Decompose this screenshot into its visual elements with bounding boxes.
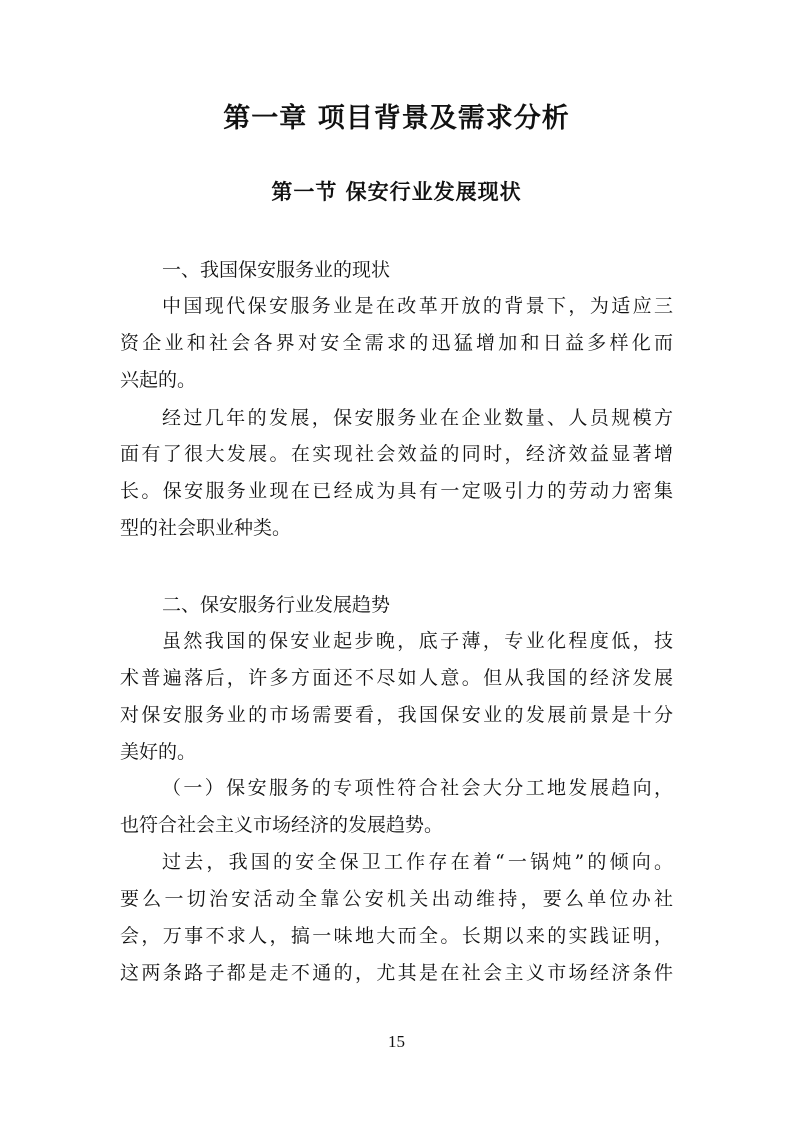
subheading-1: （一）保安服务的专项性符合社会大分工地发展趋向，: [162, 777, 673, 799]
heading-1: 一、我国保安服务业的现状: [162, 259, 391, 281]
page-number: 15: [388, 1032, 405, 1051]
paragraph-line: 中国现代保安服务业是在改革开放的背景下，为适应三: [162, 295, 673, 317]
paragraph-line: 这两条路子都是走不通的，尤其是在社会主义市场经济条件: [120, 962, 673, 984]
heading-2: 二、保安服务行业发展趋势: [162, 594, 391, 616]
paragraph-line: 面有了很大发展。在实现社会效益的同时，经济效益显著增: [120, 443, 673, 465]
paragraph-line: 术普遍落后，许多方面还不尽如人意。但从我国的经济发展: [120, 667, 673, 689]
paragraph-line: 要么一切治安活动全靠公安机关出动维持，要么单位办社: [120, 888, 673, 910]
paragraph-line: 资企业和社会各界对安全需求的迅猛增加和日益多样化而: [120, 332, 673, 354]
section-title: 第一节 保安行业发展现状: [271, 180, 522, 204]
paragraph-line: 美好的。: [120, 741, 197, 763]
chapter-title: 第一章 项目背景及需求分析: [223, 103, 570, 134]
paragraph-line: 会，万事不求人，搞一味地大而全。长期以来的实践证明，: [120, 925, 673, 947]
paragraph-line: 长。保安服务业现在已经成为具有一定吸引力的劳动力密集: [120, 480, 673, 502]
paragraph-line: 过去，我国的安全保卫工作存在着“一锅炖”的倾向。: [162, 851, 673, 873]
paragraph-line: 虽然我国的保安业起步晚，底子薄，专业化程度低，技: [162, 630, 673, 652]
paragraph-line: 对保安服务业的市场需要看，我国保安业的发展前景是十分: [120, 704, 673, 726]
paragraph-line: 也符合社会主义市场经济的发展趋势。: [120, 814, 444, 836]
paragraph-line: 型的社会职业种类。: [120, 517, 292, 539]
paragraph-line: 经过几年的发展，保安服务业在企业数量、人员规模方: [162, 407, 673, 429]
paragraph-line: 兴起的。: [120, 369, 197, 391]
